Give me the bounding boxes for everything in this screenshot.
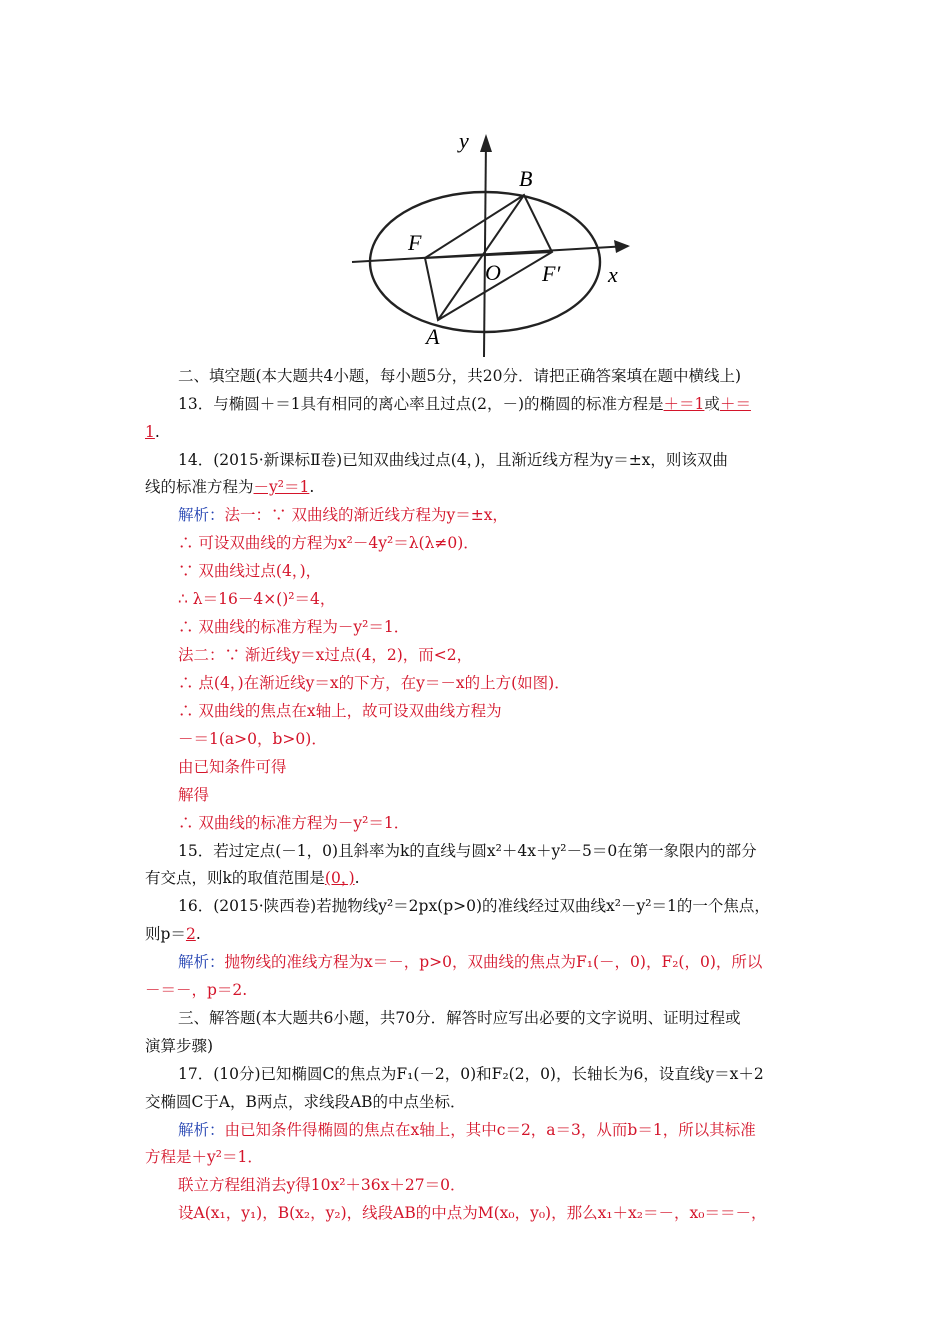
q16-jiexi-label: 解析： bbox=[178, 953, 225, 971]
q15-end: . bbox=[354, 869, 360, 887]
q14-step-12: ∴ 双曲线的标准方程为－y²＝1． bbox=[178, 814, 410, 832]
q14-text-2: 线的标准方程为 bbox=[145, 478, 254, 496]
q17-step-3: 联立方程组消去y得10x²＋36x＋27＝0． bbox=[178, 1176, 466, 1194]
label-fprime: F′ bbox=[542, 261, 561, 286]
q14-step-1: 法一：∵ 双曲线的渐近线方程为y＝±x， bbox=[224, 506, 508, 524]
label-a: A bbox=[426, 324, 440, 349]
q15-line-2 bbox=[145, 866, 360, 890]
q14-step-6: 法二：∵ 渐近线y＝x过点(4，2)，而<2， bbox=[178, 646, 473, 664]
q13-answer-1: ＋＝1 bbox=[663, 395, 705, 413]
q14-answer: －y²＝1 bbox=[253, 478, 310, 496]
q17-step-1: 由已知条件得椭圆的焦点在x轴上，其中c＝2，a＝3，从而b＝1，所以其标准 bbox=[224, 1121, 756, 1139]
q14-step-3: ∵ 双曲线过点(4，)， bbox=[178, 562, 322, 580]
q16-text-2: 则p＝ bbox=[145, 925, 186, 943]
q14-step-4: ∴ λ＝16－4×()²＝4， bbox=[178, 590, 336, 608]
q14-step-2: ∴ 可设双曲线的方程为x²－4y²＝λ(λ≠0)． bbox=[178, 534, 479, 552]
q14-solution-1 bbox=[178, 503, 508, 527]
section-3-heading-1: 三、解答题(本大题共6小题，共70分．解答时应写出必要的文字说明、证明过程或 bbox=[178, 1009, 741, 1027]
label-x: x bbox=[608, 262, 618, 287]
q14-step-7: ∴ 点(4，)在渐近线y＝x的下方，在y＝－x的上方(如图)． bbox=[178, 674, 570, 692]
label-f: F bbox=[408, 230, 422, 255]
q13-answer-2b: 1 bbox=[145, 423, 155, 441]
q17-solution-1 bbox=[178, 1118, 756, 1142]
q13-answer-2a: ＋＝ bbox=[719, 395, 751, 413]
label-o: O bbox=[485, 260, 501, 285]
q15-answer: (0，) bbox=[324, 869, 355, 887]
q16-answer: 2 bbox=[185, 925, 196, 943]
ellipse-figure bbox=[340, 122, 640, 362]
q14-jiexi-label: 解析： bbox=[178, 506, 225, 524]
q13-line-2 bbox=[145, 420, 160, 444]
section-2-heading: 二、填空题(本大题共4小题，每小题5分，共20分．请把正确答案填在题中横线上) bbox=[178, 367, 742, 385]
q13-line-1 bbox=[178, 392, 751, 416]
q13-or: 或 bbox=[704, 395, 720, 413]
q14-step-8: ∴ 双曲线的焦点在x轴上，故可设双曲线方程为 bbox=[178, 702, 502, 720]
label-y: y bbox=[459, 128, 469, 153]
section-3-heading-2: 演算步骤) bbox=[145, 1037, 214, 1055]
q15-text-2: 有交点，则k的取值范围是 bbox=[145, 869, 325, 887]
q16-solution-1 bbox=[178, 950, 762, 974]
q16-end: . bbox=[195, 925, 201, 943]
q16-line-1: 16．(2015·陕西卷)若抛物线y²＝2px(p>0)的准线经过双曲线x²－y²＝1的一个焦点， bbox=[178, 897, 770, 915]
label-b: B bbox=[519, 166, 533, 191]
q17-line-2: 交椭圆C于A，B两点，求线段AB的中点坐标． bbox=[145, 1093, 466, 1111]
q16-line-2 bbox=[145, 922, 201, 946]
q14-step-11: 解得 bbox=[178, 786, 210, 804]
q17-jiexi-label: 解析： bbox=[178, 1121, 225, 1139]
q14-line-2 bbox=[145, 475, 314, 499]
ellipse-diagram bbox=[340, 122, 640, 362]
q13-text: 13．与椭圆＋＝1具有相同的离心率且过点(2，－)的椭圆的标准方程是 bbox=[178, 395, 664, 413]
q16-step-2: －＝－，p＝2. bbox=[145, 981, 248, 999]
q14-step-5: ∴ 双曲线的标准方程为－y²＝1． bbox=[178, 618, 410, 636]
q17-line-1: 17．(10分)已知椭圆C的焦点为F₁(－2，0)和F₂(2，0)，长轴长为6，设直线y＝x＋2 bbox=[178, 1065, 764, 1083]
q17-step-2: 方程是＋y²＝1． bbox=[145, 1148, 263, 1166]
q13-end: . bbox=[154, 423, 160, 441]
q17-step-4: 设A(x₁，y₁)，B(x₂，y₂)，线段AB的中点为M(x₀，y₀)，那么x₁＋x₂＝－，x₀＝＝－， bbox=[178, 1204, 767, 1222]
q16-step-1: 抛物线的准线方程为x＝－，p>0，双曲线的焦点为F₁(－，0)，F₂(，0)，所以 bbox=[224, 953, 763, 971]
q14-end: . bbox=[309, 478, 315, 496]
q14-line-1: 14．(2015·新课标Ⅱ卷)已知双曲线过点(4，)，且渐近线方程为y＝±x，则该双曲 bbox=[178, 451, 728, 469]
q15-line-1: 15．若过定点(－1，0)且斜率为k的直线与圆x²＋4x＋y²－5＝0在第一象限内的部分 bbox=[178, 842, 757, 860]
q14-step-10: 由已知条件可得 bbox=[178, 758, 287, 776]
q14-step-9: －＝1(a>0，b>0)． bbox=[178, 730, 327, 748]
